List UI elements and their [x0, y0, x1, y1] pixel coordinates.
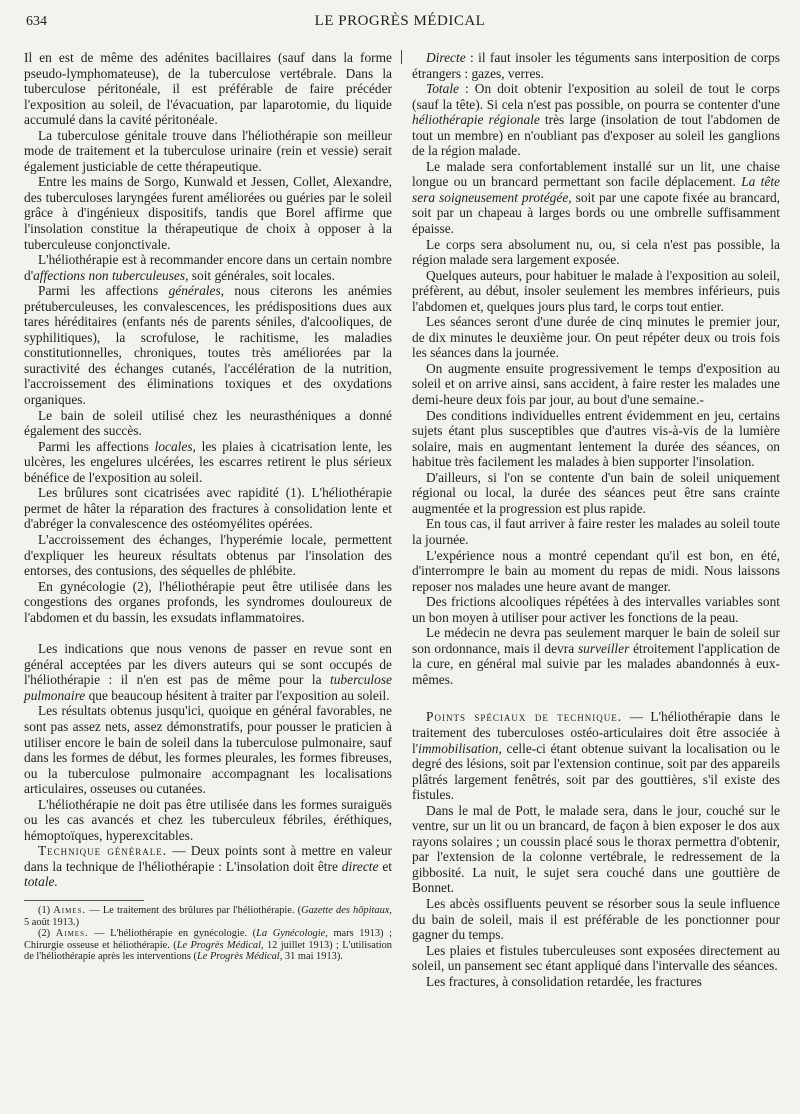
paragraph: Parmi les affections générales, nous citerons les anémies prétuberculeuses, les convalescences, les prédispositions dues aux tares héréditaires (enfants nés de parents séniles, d'alcooliques, de syphilitiques), la scrofulose, le rachitisme, les maladies constitutionnelles, chroniques, toutes très améliorées par la suractivité des échanges cutanés, l'accélération de la nutrition, l'accroissement des éliminations toxiques et des oxydations organiques. [24, 283, 393, 408]
paragraph: Les résultats obtenus jusqu'ici, quoique en général favorables, ne sont pas assez nets, assez démonstratifs, pour pousser le praticien à utiliser encore le bain de soleil dans la tuberculose pulmonaire, sauf dans les formes de début, les formes pleurales, les formes fibreuses, ou la tuberculose pulmonaire accompagnant les localisations articulaires, osseuses ou cutanées. [24, 703, 392, 797]
right-column [412, 50, 780, 989]
page-header [0, 10, 800, 34]
section-technique-generale: Technique générale. — Deux points sont à mettre en valeur dans la technique de l'héliothérapie : L'insolation doit être directe et totale. [24, 843, 393, 890]
paragraph: Parmi les affections locales, les plaies à cicatrisation lente, les ulcères, les engelures ulcérées, les escarres retirent le plus sérieux bénéfice de l'exposition au soleil. [24, 438, 393, 485]
paragraph: Les indications que nous venons de passer en revue sont en général acceptées par les divers auteurs qui se sont occupés de l'héliothérapie : il n'en est pas de même pour la tuberculose pulmonaire que beaucoup hésitent à traiter par l'exposition au soleil. [24, 641, 392, 703]
section-points-speciaux: Points spéciaux de technique. — L'héliothérapie dans le traitement des tuberculoses ostéo-articulaires doit être associée à l'immobilisation, celle-ci étant obtenue suivant la localisation ou le degré des lésions, soit par l'extension continue, soit par des appareils plâtrés largement fenêtrés, soit par des gouttières, s'il existe des fistules. [412, 709, 780, 803]
paragraph: On augmente ensuite progressivement le temps d'exposition au soleil et on arrive ainsi, sans accident, à faire rester les malades une demi-heure deux fois par jour, au bout d'une semaine.- [412, 360, 780, 408]
paragraph: Les séances seront d'une durée de cinq minutes le premier jour, de dix minutes le deuxième jour. On peut répéter deux ou trois fois les séances dans la journée. [412, 314, 780, 361]
paragraph: En tous cas, il faut arriver à faire rester les malades au soleil toute la journée. [412, 516, 780, 547]
paragraph: Directe : il faut insoler les téguments sans interposition de corps étrangers : gazes, verres. [412, 50, 780, 81]
paragraph: Il en est de même des adénites bacillaires (sauf dans la forme pseudo-lymphomateuse), de la tuberculose vertébrale. Dans la tuberculose péritonéale, il est préférable de faire précéder l'exposition au soleil, de l'évacuation, par laparotomie, du liquide accumulé dans la cavité péritonéale. [24, 50, 392, 128]
paragraph: Dans le mal de Pott, le malade sera, dans le jour, couché sur le ventre, sur un lit ou un brancard, de façon à bien exposer le dos aux rayons solaires ; un coussin placé sous le thorax permettra d'obtenir, par l'extension de la colonne vertébrale, le redressement de la gibbosité. La nuit, le sujet sera couché dans une gouttière de Bonnet. [412, 802, 780, 896]
paragraph: Les brûlures sont cicatrisées avec rapidité (1). L'héliothérapie permet de hâter la réparation des fractures à consolidation lente et d'abréger la convalescence des ostéomyélites opérées. [24, 485, 392, 532]
footnotes [24, 901, 392, 963]
page-number: 634 [26, 14, 47, 29]
paragraph: Les abcès ossifluents peuvent se résorber sous la seule influence du bain de soleil, mais il est préférable de les ponctionner pour gagner du temps. [412, 895, 780, 943]
footnote-2: (2) Aimes. — L'héliothérapie en gynécologie. (La Gynécologie, mars 1913) ; Chirurgie osseuse et héliothérapie. (Le Progrès Médical, 12 juillet 1913) ; L'utilisation de l'héliothérapie après les interventions (Le Progrès Médical, 31 mai 1913). [24, 928, 393, 963]
column-divider [401, 50, 402, 64]
paragraph: Le bain de soleil utilisé chez les neurasthéniques a donné également des succès. [24, 407, 392, 439]
paragraph: D'ailleurs, si l'on se contente d'un bain de soleil uniquement régional ou local, la durée des séances peut être sans crainte augmentée et la progression est plus rapide. [412, 469, 780, 516]
running-title: LE PROGRÈS MÉDICAL [314, 13, 486, 29]
footnote-1: (1) Aimes. — Le traitement des brûlures par l'héliothérapie. (Gazette des hôpitaux, 5 août 1913.) [24, 904, 392, 928]
paragraph: Des frictions alcooliques répétées à des intervalles variables sont un bon moyen à utiliser pour activer les fonctions de la peau. [412, 594, 780, 625]
paragraph: La tuberculose génitale trouve dans l'héliothérapie son meilleur mode de traitement et la tuberculose urinaire (rein et vessie) serait également justiciable de cette thérapeutique. [24, 127, 392, 174]
paragraph: Totale : On doit obtenir l'exposition au soleil de tout le corps (sauf la tête). Si cela n'est pas possible, on pourra se contenter d'une héliothérapie régionale très large (insolation de tout l'abdomen de tout un membre) en n'oubliant pas d'exposer au soleil les ganglions de la région malade. [412, 81, 780, 159]
left-column [24, 50, 392, 963]
paragraph: Entre les mains de Sorgo, Kunwald et Jessen, Collet, Alexandre, des tuberculoses laryngées furent améliorées ou guéries par le soleil grâce à d'ingénieux dispositifs, tandis que Borel affirme que l'insolation constitue la thérapeutique de choix à opposer à la tuberculeuse conjonctivale. [24, 174, 392, 252]
paragraph: Le malade sera confortablement installé sur un lit, une chaise longue ou un brancard permettant son facile déplacement. La tête sera soigneusement protégée, soit par une capote fixée au brancard, soit par un chapeau à larges bords ou une ombrelle suffisamment épaisse. [412, 158, 780, 237]
paragraph: Quelques auteurs, pour habituer le malade à l'exposition au soleil, préfèrent, au début, insoler seulement les membres inférieurs, puis l'abdomen et, quelques jours plus tard, le corps tout entier. [412, 267, 780, 314]
paragraph: Les fractures, à consolidation retardée, les fractures [426, 973, 702, 989]
paragraph: Les plaies et fistules tuberculeuses sont exposées directement au soleil, un pansement sec étant appliqué dans l'intervalle des séances. [412, 942, 780, 974]
paragraph: L'héliothérapie ne doit pas être utilisée dans les formes suraiguës ou les cas avancés et chez les tuberculeux fébriles, éréthiques, hémoptoïques, hyperexcitables. [24, 796, 392, 843]
paragraph: En gynécologie (2), l'héliothérapie peut être utilisée dans les congestions des organes profonds, les syndromes douloureux de l'abdomen et du bassin, les exsudats inflammatoires. [24, 578, 392, 625]
paragraph: L'expérience nous a montré cependant qu'il est bon, en été, d'interrompre le bain au moment du repas de midi. Nous laissons reposer nos malades une heure avant de manger. [412, 547, 780, 594]
paragraph: Le médecin ne devra pas seulement marquer le bain de soleil sur son ordonnance, mais il devra surveiller étroitement l'application de la cure, en général mal suivie par les malades abandonnés à eux-mêmes. [412, 625, 780, 687]
paragraph: Le corps sera absolument nu, ou, si cela n'est pas possible, la région malade sera largement exposée. [412, 236, 780, 268]
paragraph: L'héliothérapie est à recommander encore dans un certain nombre d'affections non tuberculeuses, soit générales, soit locales. [24, 252, 392, 283]
paragraph: Des conditions individuelles entrent évidemment en jeu, certains sujets étant plus susceptibles que d'autres vis-à-vis de la lumière solaire, mais en augmentant lentement la durée des séances, on habitue très facilement les malades à bien supporter l'insolation. [412, 407, 780, 470]
paragraph: L'accroissement des échanges, l'hyperémie locale, permettent d'expliquer les heureux résultats obtenus par l'insolation des entorses, des contusions, des séquelles de phlébite. [24, 531, 392, 579]
